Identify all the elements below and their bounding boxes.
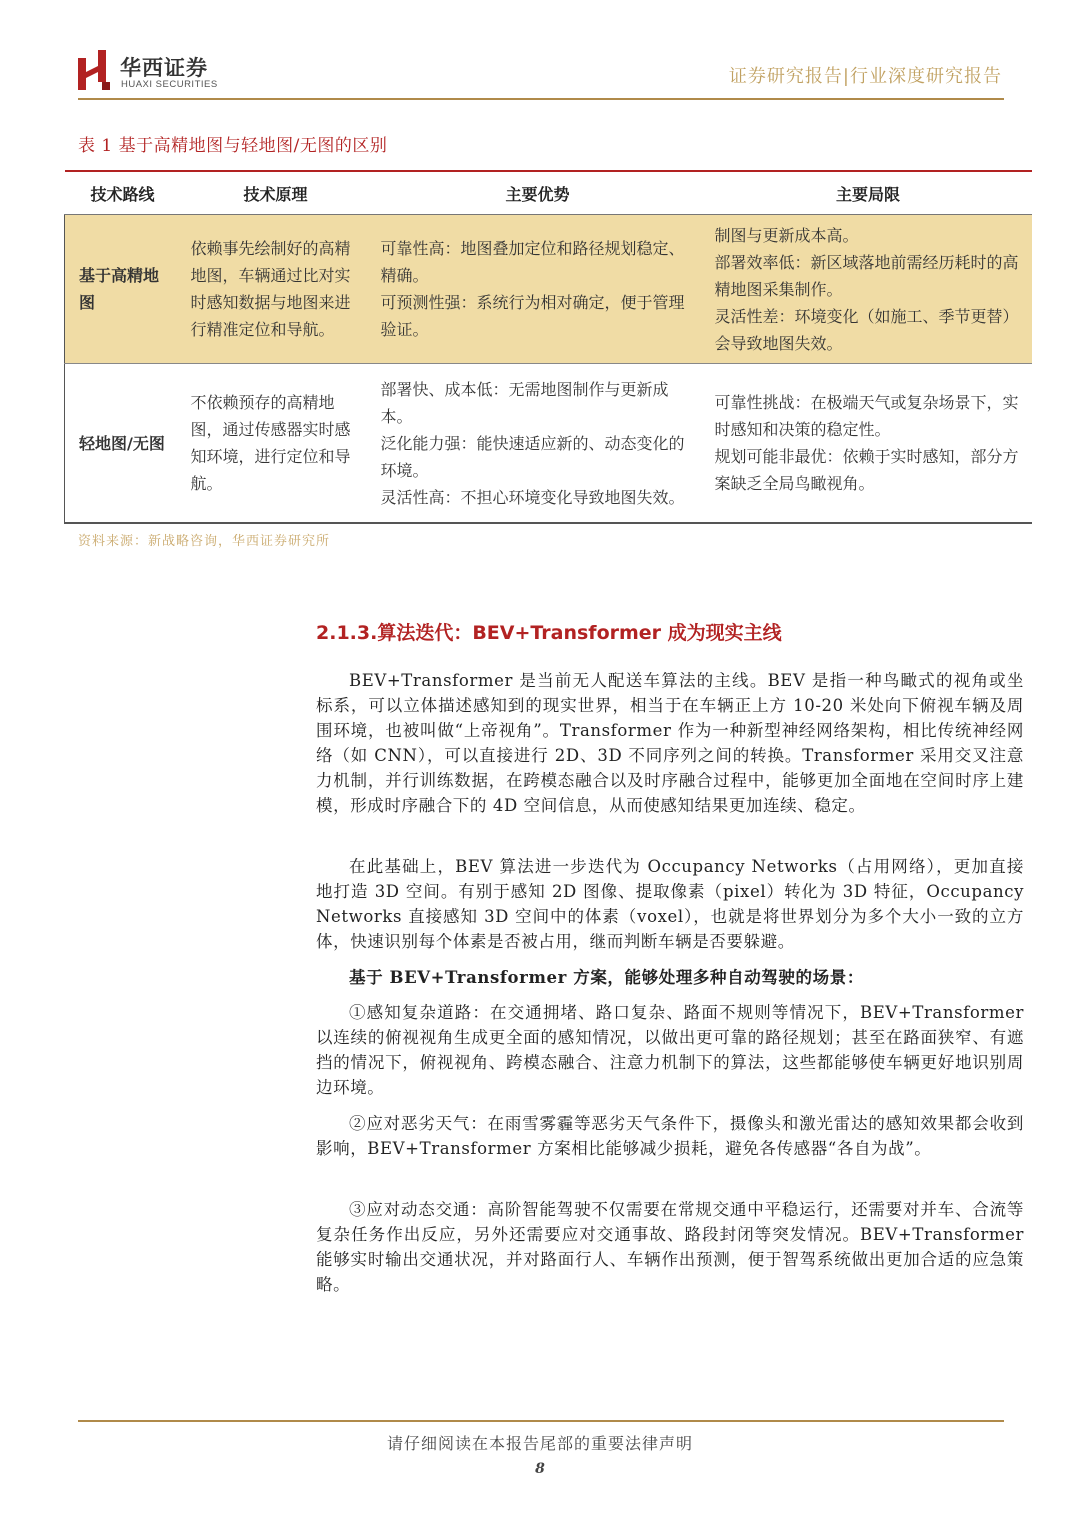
section-title: 2.1.3.算法迭代：BEV+Transformer 成为现实主线 <box>316 622 782 644</box>
limit-line: 部署效率低：新区域落地前需经历耗时的高精地图采集制作。 <box>714 252 1019 299</box>
limit-line: 可靠性挑战：在极端天气或复杂场景下，实时感知和决策的稳定性。 <box>714 393 1019 439</box>
comparison-table <box>64 170 1032 524</box>
report-type: 证券研究报告|行业深度研究报告 <box>728 66 1002 87</box>
limits-cell <box>705 215 1032 364</box>
paragraph-text: ②应对恶劣天气：在雨雪雾霾等恶劣天气条件下，摄像头和激光雷达的感知效果都会收到影响，BEV+Transformer 方案相比能够减少损耗，避免各传感器“各自为战”。 <box>316 1114 1024 1158</box>
column-header: 技术路线 <box>65 171 181 215</box>
limits-cell <box>705 364 1032 524</box>
column-header: 技术原理 <box>181 171 371 215</box>
footer-divider <box>78 1420 1004 1422</box>
column-header: 主要局限 <box>705 171 1032 215</box>
principle-cell: 依赖事先绘制好的高精地图，车辆通过比对实时感知数据与地图来进行精准定位和导航。 <box>181 215 371 364</box>
paragraph-text: 在此基础上，BEV 算法进一步迭代为 Occupancy Networks（占用网络），更加直接地打造 3D 空间。有别于感知 2D 图像、提取像素（pixel）转化为 3D 特征，Occupancy Networks 直接感知 3D 空间中的体素（voxel），也就是将世界划分为多个大小一致的立方体，快速识别每个体素是否被占用，继而判断车辆是否要躲避。 <box>316 857 1024 951</box>
page-number: 8 <box>535 1461 545 1477</box>
advantage-line: 灵活性高：不担心环境变化导致地图失效。 <box>380 487 685 507</box>
huaxi-logo-icon <box>78 50 110 90</box>
table-source-note: 资料来源：新战略咨询，华西证券研究所 <box>78 534 331 549</box>
brand-name-en: HUAXI SECURITIES <box>121 79 218 90</box>
table-row <box>65 364 1032 524</box>
advantage-line: 泛化能力强：能快速适应新的、动态变化的环境。 <box>380 433 685 480</box>
scenario-item <box>316 1111 1024 1161</box>
limit-line: 规划可能非最优：依赖于实时感知，部分方案缺乏全局鸟瞰视角。 <box>714 447 1019 493</box>
scenario-item <box>316 1197 1024 1297</box>
limit-line: 灵活性差：环境变化（如施工、季节更替）会导致地图失效。 <box>714 306 1019 353</box>
paragraph-text: ③应对动态交通：高阶智能驾驶不仅需要在常规交通中平稳运行，还需要对并车、合流等复杂任务作出反应，另外还需要应对交通事故、路段封闭等突发情况。BEV+Transformer 能够实时输出交通状况，并对路面行人、车辆作出预测，便于智驾系统做出更加合适的应急策略。 <box>316 1200 1024 1294</box>
advantage-line: 可预测性强：系统行为相对确定，便于管理验证。 <box>380 293 685 339</box>
table-row <box>65 215 1032 364</box>
header-divider <box>78 98 1004 100</box>
route-cell: 基于高精地图 <box>65 215 181 364</box>
advantage-line: 部署快、成本低：无需地图制作与更新成本。 <box>380 379 669 426</box>
paragraph-text: ①感知复杂道路：在交通拥堵、路口复杂、路面不规则等情况下，BEV+Transformer 以连续的俯视视角生成更全面的感知情况，以做出更可靠的路径规划；甚至在路面狭窄、有遮挡的情况下，俯视视角、跨模态融合、注意力机制下的算法，这些都能够使车辆更好地识别周边环境。 <box>316 1003 1024 1097</box>
scenario-item <box>316 1000 1024 1100</box>
principle-cell: 不依赖预存的高精地图，通过传感器实时感知环境，进行定位和导航。 <box>181 364 371 524</box>
table-caption: 表 1 基于高精地图与轻地图/无图的区别 <box>78 136 388 156</box>
body-paragraph <box>316 854 1024 954</box>
advantages-cell <box>371 364 705 524</box>
table-header-row <box>65 171 1032 215</box>
advantage-line: 可靠性高：地图叠加定位和路径规划稳定、精确。 <box>380 239 685 285</box>
bold-lead-line <box>316 965 1024 990</box>
limit-line: 制图与更新成本高。 <box>714 225 859 245</box>
advantages-cell <box>371 215 705 364</box>
body-paragraph <box>316 668 1024 818</box>
route-cell: 轻地图/无图 <box>65 364 181 524</box>
paragraph-text: BEV+Transformer 是当前无人配送车算法的主线。BEV 是指一种鸟瞰式的视角或坐标系，可以立体描述感知到的现实世界，相当于在车辆正上方 10-20 米处向下俯视车辆及周围环境，也被叫做“上帝视角”。Transformer 作为一种新型神经网络架构，相比传统神经网络（如 CNN），可以直接进行 2D、3D 不同序列之间的转换。Transformer 采用交叉注意力机制，并行训练数据，在跨模态融合以及时序融合过程中，能够更加全面地在空间时序上建模，形成时序融合下的 4D 空间信息，从而使感知结果更加连续、稳定。 <box>316 671 1024 815</box>
brand-name: 华西证券 <box>120 56 208 80</box>
paragraph-text: 基于 BEV+Transformer 方案，能够处理多种自动驾驶的场景： <box>349 968 864 987</box>
legal-notice: 请仔细阅读在本报告尾部的重要法律声明 <box>386 1434 693 1453</box>
column-header: 主要优势 <box>371 171 705 215</box>
